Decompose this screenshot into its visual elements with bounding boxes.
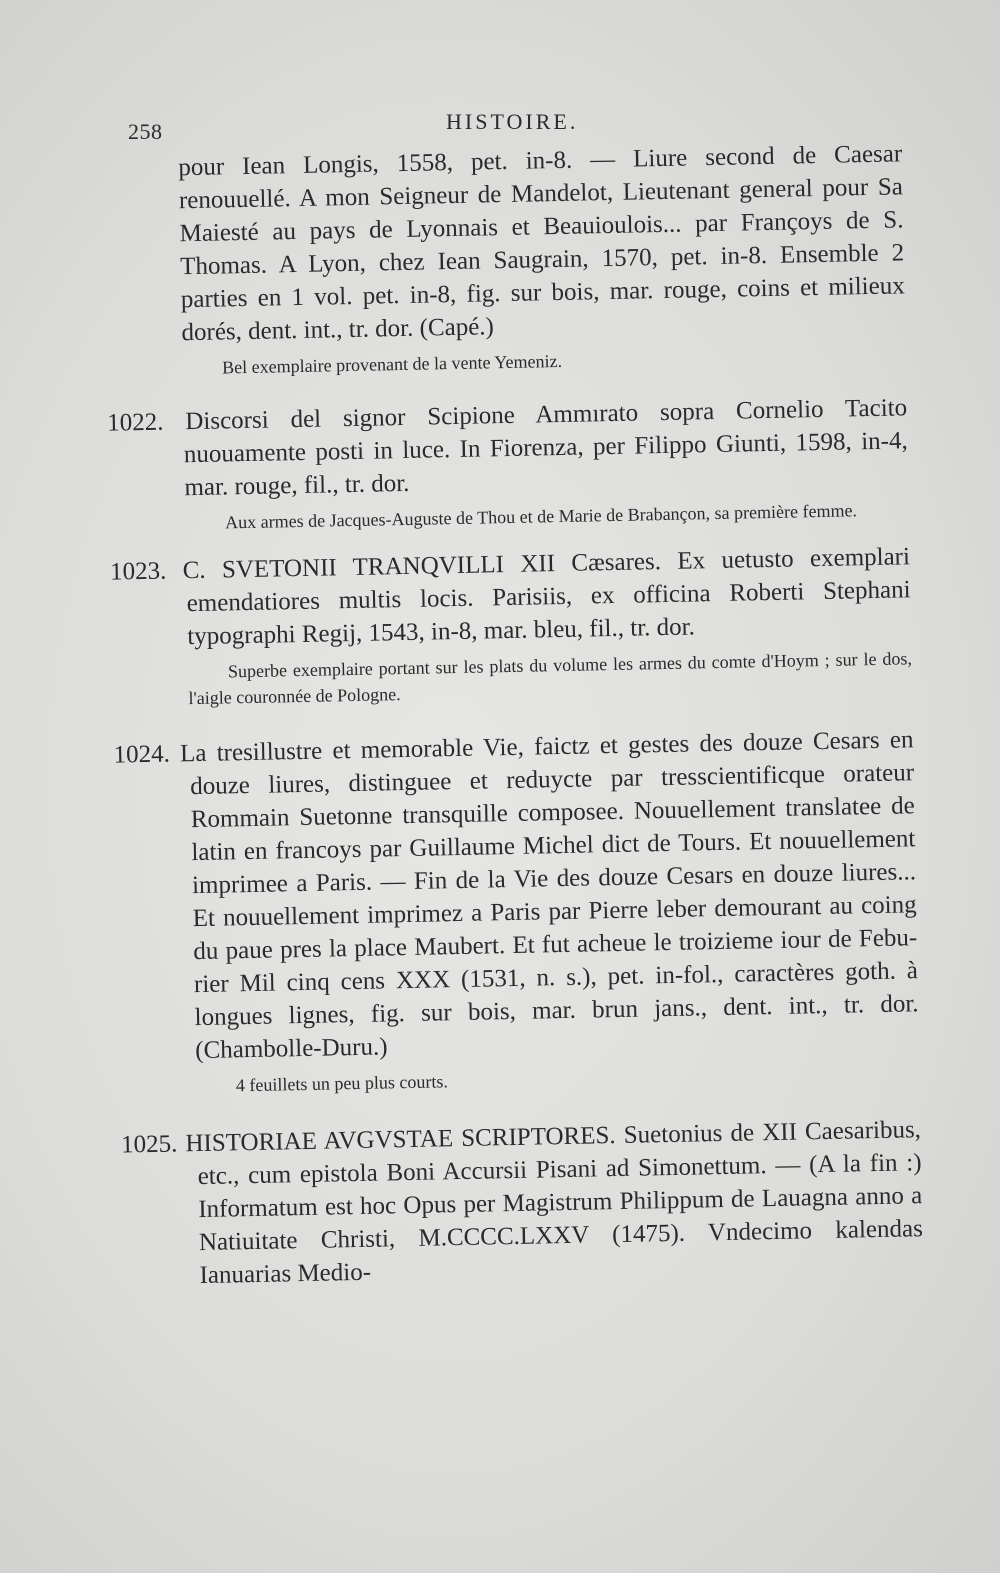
entry-text	[120, 1113, 924, 1293]
catalogue-entry	[140, 137, 906, 382]
entry-number: 1023.	[109, 557, 167, 586]
running-title: HISTOIRE.	[446, 109, 579, 134]
entry-number: 1024.	[113, 740, 171, 769]
entry-text	[113, 723, 919, 1068]
entry-note: Aux armes de Jacques-Auguste de Thou et de Marie de Brabançon, sa première femme.	[224, 500, 858, 533]
entry-note: Bel exemplaire provenant de la vente Yemeniz.	[221, 350, 563, 378]
entry-body: La tresillustre et memorable Vie, faictz et gestes des douze Cesars en douze liures, distinguee et reduycte par tresscientificque orateur Rommain Suetonne transquille composee. Nouuellement translatee de latin en francoys par Guillaume Michel dict de Tours. Et nouuellement imprimee a Paris. — Fin de la Vie des douze Cesars en douze liures... Et nouuellement imprimez a Paris par Pierre leber demourant au coing du paue pres la place Maubert. Et fut acheue le troizieme iour de Febu-rier Mil cinq cens XXX (1531, n. s.), pet. in-fol., caractères goth. à longues lignes, fig. sur bois, mar. brun jans., dent. int., tr. dor. (Chambolle-Duru.)	[179, 726, 919, 1065]
entry-number: 1022.	[106, 408, 164, 437]
catalogue-entries	[106, 137, 924, 1292]
catalogue-entry	[113, 723, 920, 1100]
entry-note: 4 feuillets un peu plus courts.	[235, 1071, 449, 1096]
entry-text	[106, 391, 909, 505]
entry-note: Superbe exemplaire portant sur les plats du volume les armes du comte d'Hoym ; sur le dos, l'aigle couronnée de Pologne.	[188, 648, 913, 709]
entry-text: pour Iean Longis, 1558, pet. in-8. — Liure second de Caesar renouuellé. A mon Seigneur de Mandelot, Lieutenant general pour Sa Maiesté au pays de Lyonnais et Beauioulois... par Françoys de S. Thomas. A Lyon, chez Iean Saugrain, 1570, pet. in-8. Ensemble 2 parties en 1 vol. pet. in-8, fig. sur bois, mar. rouge, coins et milieux dorés, dent. int., tr. dor. (Capé.)	[178, 140, 905, 347]
entry-text	[109, 540, 912, 654]
entry-body: Discorsi del signor Scipione Ammırato sopra Cornelio Tacito nuouamente posti in luce. In Fiorenza, per Filippo Giunti, 1598, in-4, mar. rouge, fil., tr. dor.	[183, 394, 908, 502]
page-number: 258	[128, 119, 163, 144]
catalogue-entry	[109, 540, 913, 712]
entry-body: C. SVETONII TRANQVILLI XII Cæsares. Ex uetusto exemplari emendatiores multis locis. Parisiis, ex officina Roberti Stephani typographi Regij, 1543, in-8, mar. bleu, fil., tr. dor.	[182, 543, 911, 651]
entry-body: HISTORIAE AVGVSTAE SCRIPTORES. Suetonius de XII Caesaribus, etc., cum epistola Boni Accursii Pisani ad Simonettum. — (A la fin :) Informatum est hoc Opus per Magistrum Philippum de Lauagna anno a Natiuitate Christi, M.CCCC.LXXV (1475). Vndecimo kalendas Ianuarias Medio-	[185, 1116, 924, 1290]
entry-number: 1025.	[120, 1130, 178, 1159]
catalogue-entry	[106, 391, 909, 537]
catalogue-entry	[120, 1113, 924, 1293]
